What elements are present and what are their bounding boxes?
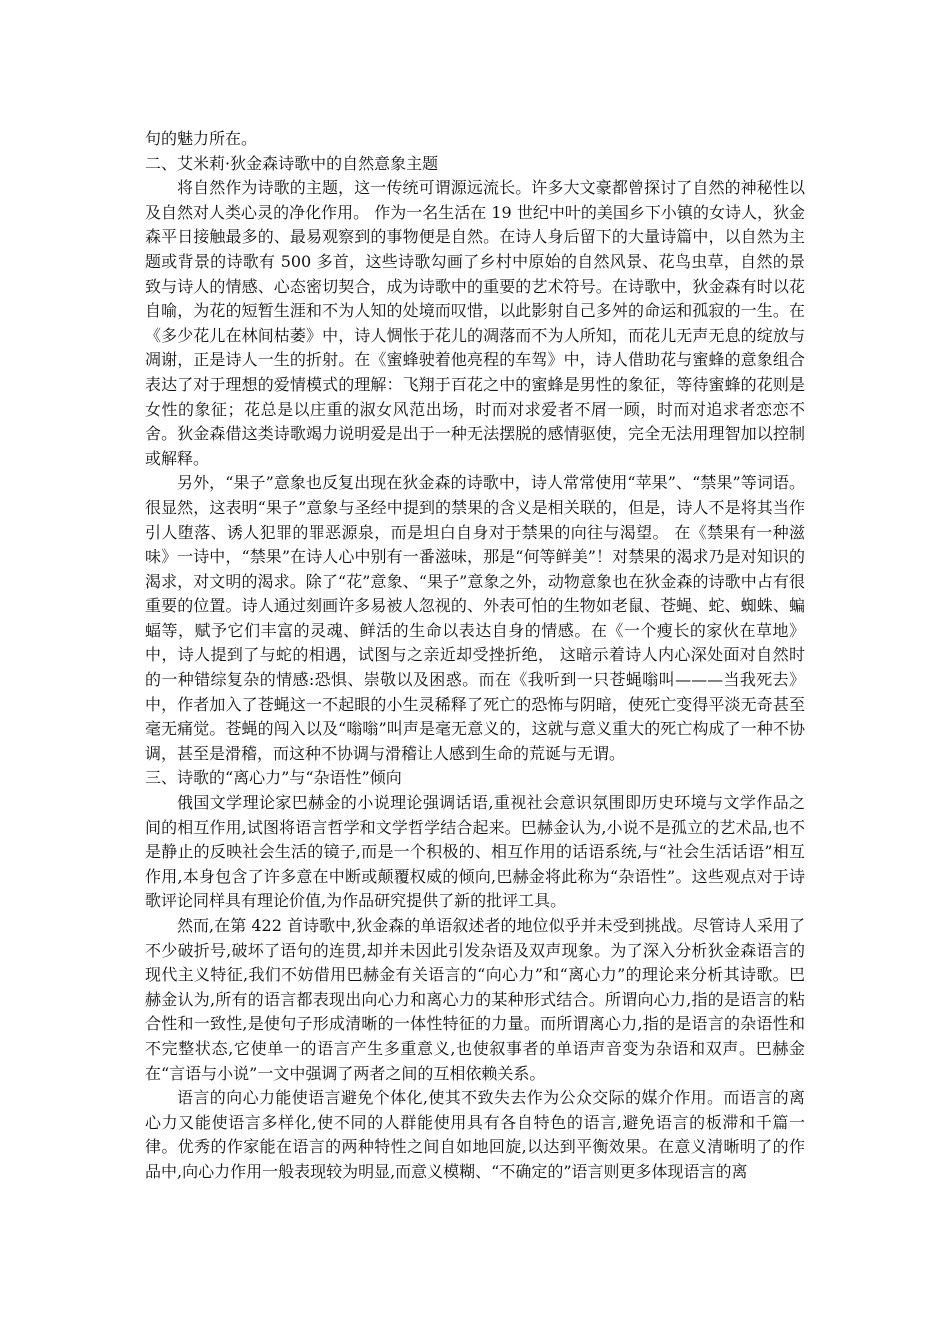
section-heading-3: 三、诗歌的“离心力”与“杂语性”倾向 [145,768,402,788]
paragraph-poem-422: 然而,在第 422 首诗歌中,狄金森的单语叙述者的地位似乎并未受到挑战。尽管诗人采用了不少破折号,破坏了语句的连贯,却并未因此引发杂语及双声现象。为了深入分析狄金森语言的现代主义特征,我们不妨借用巴赫金有关语言的“向心力”和“离心力”的理论来分析其诗歌。巴赫金认为,所有的语言都表现出向心力和离心力的某种形式结合。所谓向心力,指的是语言的粘合性和一致性,是使句子形成清晰的一体性特征的力量。而所谓离心力,指的是语言的杂语性和不完整状态,它使单一的语言产生多重意义,也使叙事者的单语声音变为杂语和双声。巴赫金在“言语与小说”一文中强调了两者之间的互相依赖关系。 [145,916,805,1083]
paragraph-bakhtin-theory: 俄国文学理论家巴赫金的小说理论强调话语,重视社会意识氛围即历史环境与文学作品之间的相互作用,试图将语言哲学和文学哲学结合起来。巴赫金认为,小说不是孤立的艺术品,也不是静止的反映社会生活的镜子,而是一个积极的、相互作用的话语系统,与“社会生活话语”相互作用,本身包含了许多意在中断或颠覆权威的倾向,巴赫金将此称为“杂语性”。这些观点对于诗歌评论同样具有理论价值,为作品研究提供了新的批评工具。 [145,793,805,911]
paragraph-nature-theme: 将自然作为诗歌的主题，这一传统可谓源远流长。许多大文豪都曾探讨了自然的神秘性以及自然对人类心灵的净化作用。 作为一名生活在 19 世纪中叶的美国乡下小镇的女诗人，狄金森平日接触最多的、最易观察到的事物便是自然。在诗人身后留下的大量诗篇中，以自然为主题或背景的诗歌有 500 多首，这些诗歌勾画了乡村中原始的自然风景、花鸟虫草，自然的景致与诗人的情感、心态密切契合，成为诗歌中的重要的艺术符号。在诗歌中，狄金森有时以花自喻，为花的短暂生涯和不为人知的处境而叹惜，以此影射自己多舛的命运和孤寂的一生。在《多少花儿在林间枯萎》中，诗人惆怅于花儿的凋落而不为人所知，而花儿无声无息的绽放与凋谢，正是诗人一生的折射。在《蜜蜂驶着他亮程的车驾》中，诗人借助花与蜜蜂的意象组合表达了对于理想的爱情模式的理解：飞翔于百花之中的蜜蜂是男性的象征，等待蜜蜂的花则是女性的象征；花总是以庄重的淑女风范出场，时而对求爱者不屑一顾，时而对追求者恋恋不舍。狄金森借这类诗歌竭力说明爱是出于一种无法摆脱的感情驱使，完全无法用理智加以控制或解释。 [145,178,805,468]
section-heading-2: 二、艾米莉·狄金森诗歌中的自然意象主题 [145,153,439,173]
paragraph-continuation: 句的魅力所在。 [145,129,258,148]
paragraph-fruit-animal-imagery: 另外，“果子”意象也反复出现在狄金森的诗歌中，诗人常常使用“苹果”、“禁果”等词语。很显然，这表明“果子”意象与圣经中提到的禁果的含义是相关联的，但是，诗人不是将其当作引人堕落、诱人犯罪的罪恶源泉，而是坦白自身对于禁果的向往与渴望。 在《禁果有一种滋味》一诗中，“禁果”在诗人心中别有一番滋味，那是“何等鲜美”！对禁果的渴求乃是对知识的渴求，对文明的渴求。除了“花”意象、“果子”意象之外，动物意象也在狄金森的诗歌中占有很重要的位置。诗人通过刻画许多易被人忽视的、外表可怕的生物如老鼠、苍蝇、蛇、蜘蛛、蝙蝠等，赋予它们丰富的灵魂、鲜活的生命以表达自身的情感。在《一个瘦长的家伙在草地》中，诗人提到了与蛇的相遇，试图与之亲近却受挫折绝， 这暗示着诗人内心深处面对自然时的一种错综复杂的情感:恐惧、崇敬以及困惑。而在《我听到一只苍蝇嗡叫———当我死去》中，作者加入了苍蝇这一不起眼的小生灵稀释了死亡的恐怖与阴暗，使死亡变得平淡无奇甚至毫无痛觉。苍蝇的闯入以及“嗡嗡”叫声是毫无意义的，这就与意义重大的死亡构成了一种不协调，甚至是滑稽，而这种不协调与滑稽让人感到生命的荒诞与无谓。 [145,473,805,763]
paragraph-centripetal-centrifugal: 语言的向心力能使语言避免个体化,使其不致失去作为公众交际的媒介作用。而语言的离心力又能使语言多样化,使不同的人群能使用具有各自特色的语言,避免语言的板滞和千篇一律。优秀的作家能在语言的两种特性之间自如地回旋,以达到平衡效果。在意义清晰明了的作品中,向心力作用一般表现较为明显,而意义模糊、“不确定的”语言则更多体现语言的离 [145,1088,805,1181]
document-page [145,127,805,1185]
